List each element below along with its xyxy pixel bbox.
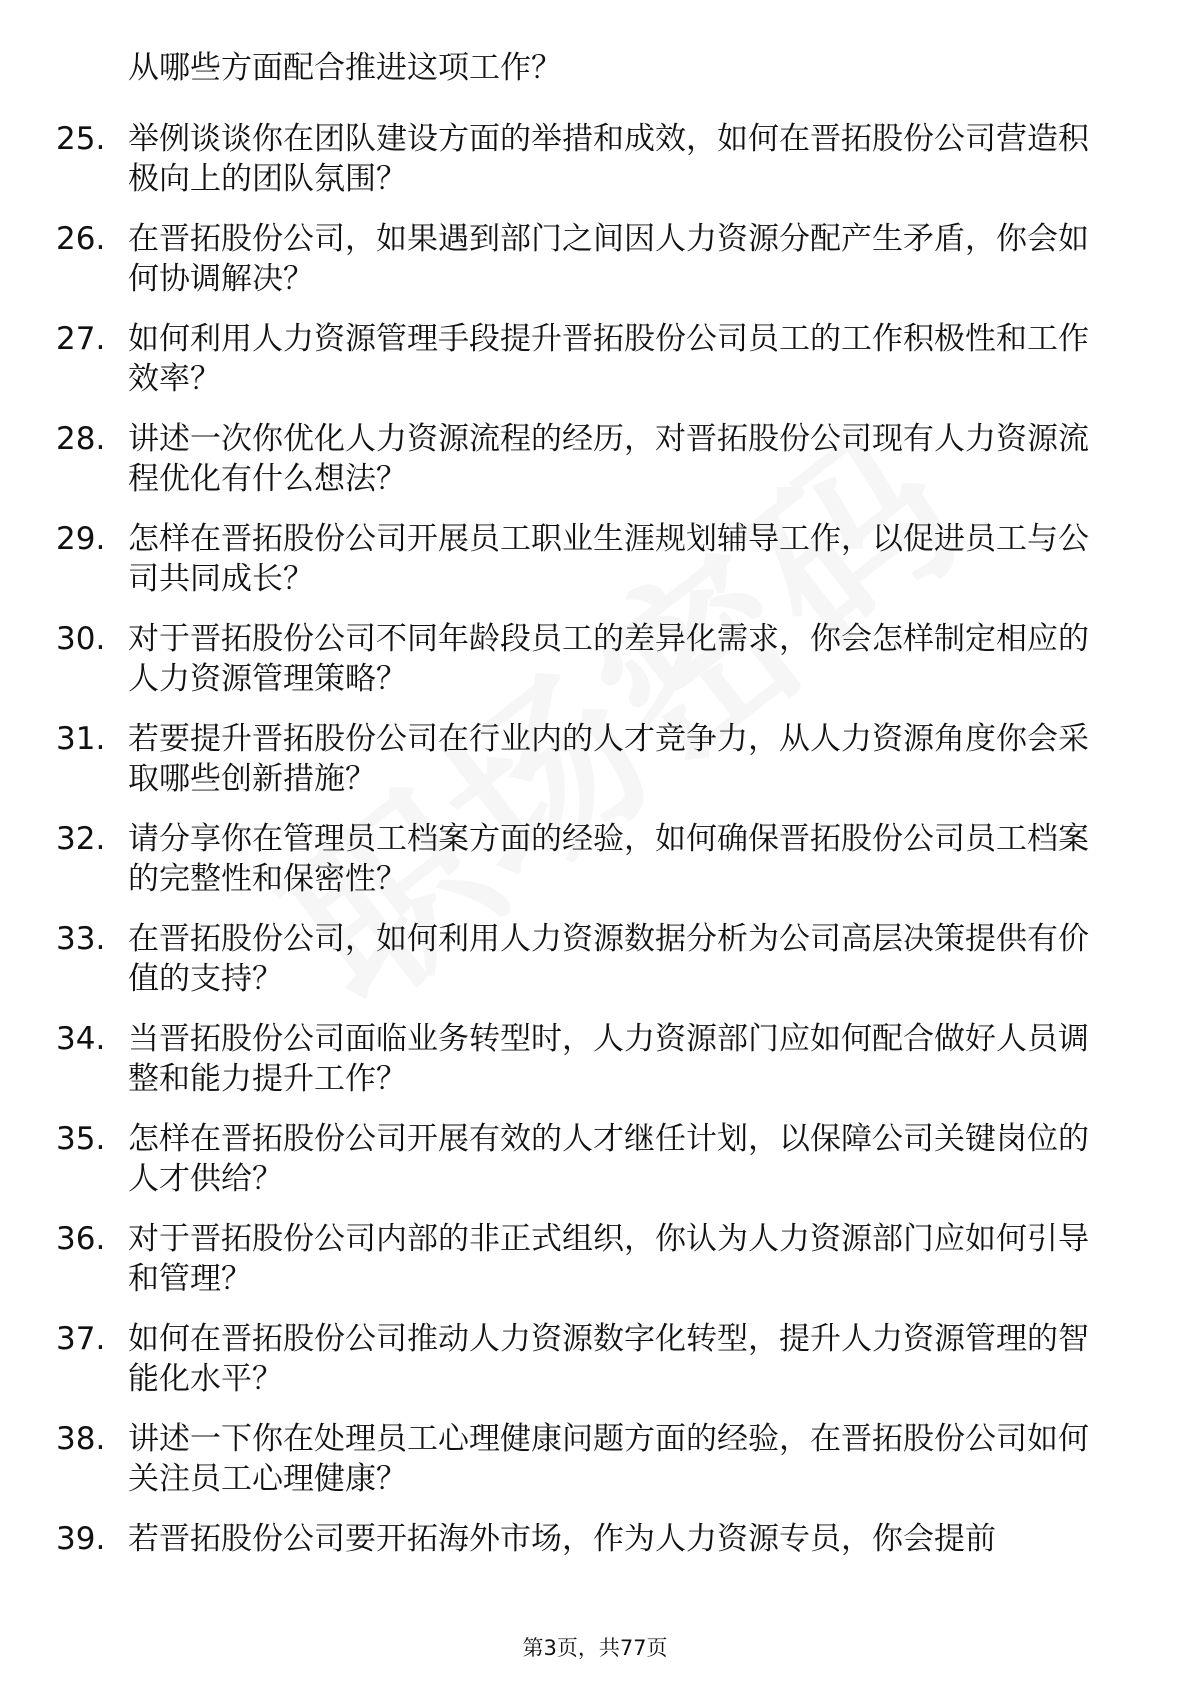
question-number: 27.	[56, 321, 106, 357]
question-number: 35.	[56, 1121, 106, 1157]
question-text: 对于晋拓股份公司内部的非正式组织，你认为人力资源部门应如何引导和管理？	[128, 1221, 1089, 1297]
question-text: 讲述一下你在处理员工心理健康问题方面的经验，在晋拓股份公司如何关注员工心理健康？	[128, 1421, 1089, 1497]
question-number: 38.	[56, 1421, 106, 1457]
question-number: 39.	[56, 1521, 106, 1557]
question-number: 25.	[56, 121, 106, 157]
list-item	[0, 1519, 1190, 1619]
list-item	[0, 1119, 1190, 1219]
question-number: 37.	[56, 1321, 106, 1357]
question-number: 34.	[56, 1021, 106, 1057]
question-text: 在晋拓股份公司，如果遇到部门之间因人力资源分配产生矛盾，你会如何协调解决？	[128, 221, 1089, 297]
question-text: 若要提升晋拓股份公司在行业内的人才竞争力，从人力资源角度你会采取哪些创新措施？	[128, 721, 1089, 797]
list-item	[0, 1419, 1190, 1519]
list-item	[0, 419, 1190, 519]
question-text: 如何利用人力资源管理手段提升晋拓股份公司员工的工作积极性和工作效率？	[128, 321, 1089, 397]
list-item	[0, 619, 1190, 719]
list-item	[0, 319, 1190, 419]
list-item	[0, 1219, 1190, 1319]
page-footer: 第3页，共77页	[522, 1636, 668, 1660]
question-number: 31.	[56, 721, 106, 757]
question-list	[0, 119, 1190, 1619]
question-number: 33.	[56, 921, 106, 957]
question-number: 32.	[56, 821, 106, 857]
question-number: 26.	[56, 221, 106, 257]
question-text: 若晋拓股份公司要开拓海外市场，作为人力资源专员，你会提前	[128, 1521, 996, 1557]
question-number: 36.	[56, 1221, 106, 1257]
list-item	[0, 919, 1190, 1019]
list-item	[0, 519, 1190, 619]
list-item	[0, 719, 1190, 819]
list-item	[0, 1019, 1190, 1119]
question-text: 当晋拓股份公司面临业务转型时，人力资源部门应如何配合做好人员调整和能力提升工作？	[128, 1021, 1089, 1097]
question-text: 请分享你在管理员工档案方面的经验，如何确保晋拓股份公司员工档案的完整性和保密性？	[128, 821, 1089, 897]
question-text: 怎样在晋拓股份公司开展员工职业生涯规划辅导工作，以促进员工与公司共同成长？	[128, 521, 1089, 597]
question-number: 28.	[56, 421, 106, 457]
list-item	[0, 219, 1190, 319]
continuation-text: 从哪些方面配合推进这项工作？	[128, 50, 562, 86]
question-text: 在晋拓股份公司，如何利用人力资源数据分析为公司高层决策提供有价值的支持？	[128, 921, 1089, 997]
question-text: 举例谈谈你在团队建设方面的举措和成效，如何在晋拓股份公司营造积极向上的团队氛围？	[128, 121, 1089, 197]
question-text: 对于晋拓股份公司不同年龄段员工的差异化需求，你会怎样制定相应的人力资源管理策略？	[128, 621, 1089, 697]
question-number: 29.	[56, 521, 106, 557]
question-text: 讲述一次你优化人力资源流程的经历，对晋拓股份公司现有人力资源流程优化有什么想法？	[128, 421, 1089, 497]
list-item	[0, 819, 1190, 919]
list-item	[0, 119, 1190, 219]
list-item	[0, 1319, 1190, 1419]
question-text: 怎样在晋拓股份公司开展有效的人才继任计划，以保障公司关键岗位的人才供给？	[128, 1121, 1089, 1197]
question-text: 如何在晋拓股份公司推动人力资源数字化转型，提升人力资源管理的智能化水平？	[128, 1321, 1089, 1397]
question-number: 30.	[56, 621, 106, 657]
